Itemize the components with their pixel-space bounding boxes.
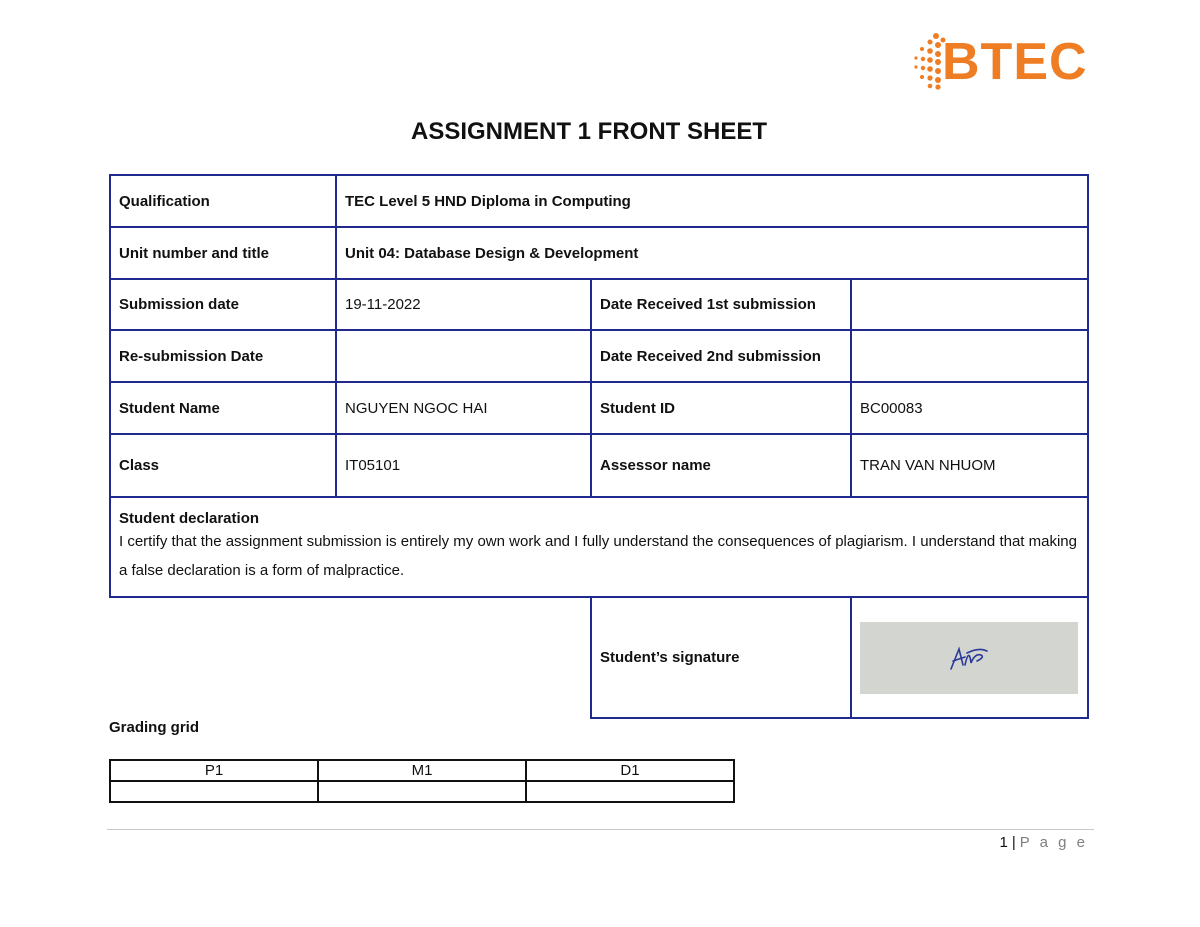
- declaration-cell: [110, 497, 1088, 597]
- page-label: P a g e: [1019, 834, 1088, 851]
- assessor-name-value: TRAN VAN NHUOM: [851, 434, 1088, 497]
- footer-divider: [107, 829, 1094, 830]
- grade-value-p1: [110, 781, 318, 802]
- grade-header-p1: P1: [110, 760, 318, 781]
- qualification-label: Qualification: [110, 175, 336, 227]
- unit-value: Unit 04: Database Design & Development: [336, 227, 1088, 279]
- class-value: IT05101: [336, 434, 591, 497]
- student-name-value: NGUYEN NGOC HAI: [336, 382, 591, 434]
- submission-date-label: Submission date: [110, 279, 336, 330]
- student-name-label: Student Name: [110, 382, 336, 434]
- date-received-1st-value: [851, 279, 1088, 330]
- row-submission: [110, 279, 1088, 330]
- grading-header-row: [110, 760, 734, 781]
- student-id-label: Student ID: [591, 382, 851, 434]
- row-resubmission: [110, 330, 1088, 382]
- declaration-title: Student declaration: [119, 509, 260, 527]
- page-title: ASSIGNMENT 1 FRONT SHEET: [410, 118, 768, 145]
- resubmission-date-label: Re-submission Date: [110, 330, 336, 382]
- date-received-2nd-label: Date Received 2nd submission: [591, 330, 851, 382]
- page-number: 1: [999, 834, 1008, 851]
- grading-value-row: [110, 781, 734, 802]
- submission-date-value: 19-11-2022: [336, 279, 591, 330]
- row-signature: [110, 597, 1088, 718]
- date-received-1st-label: Date Received 1st submission: [591, 279, 851, 330]
- footer-separator: |: [1011, 834, 1016, 851]
- signature-spacer: [110, 597, 591, 718]
- assessor-name-label: Assessor name: [591, 434, 851, 497]
- front-sheet-table: [109, 174, 1089, 719]
- grade-value-d1: [526, 781, 734, 802]
- class-label: Class: [110, 434, 336, 497]
- btec-logo: [908, 30, 1094, 92]
- page-footer: [999, 834, 1088, 851]
- student-id-value: BC00083: [851, 382, 1088, 434]
- declaration-text: I certify that the assignment submission is entirely my own work and I fully understand the consequences of plagiarism. I understand that making a false declaration is a form of malpractice.: [119, 532, 1077, 579]
- row-qualification: [110, 175, 1088, 227]
- logo-text: BTEC: [942, 33, 1088, 91]
- row-student: [110, 382, 1088, 434]
- signature-image: [860, 622, 1078, 694]
- row-declaration: [110, 497, 1088, 597]
- grade-header-d1: D1: [526, 760, 734, 781]
- signature-cell: [851, 597, 1088, 718]
- resubmission-date-value: [336, 330, 591, 382]
- row-unit: [110, 227, 1088, 279]
- grade-value-m1: [318, 781, 526, 802]
- unit-label: Unit number and title: [110, 227, 336, 279]
- qualification-value: TEC Level 5 HND Diploma in Computing: [336, 175, 1088, 227]
- grading-grid-title: Grading grid: [109, 719, 199, 736]
- signature-label: Student’s signature: [591, 597, 851, 718]
- row-class: [110, 434, 1088, 497]
- date-received-2nd-value: [851, 330, 1088, 382]
- signature-scribble-icon: [947, 643, 991, 673]
- grading-grid-table: [109, 759, 735, 803]
- grade-header-m1: M1: [318, 760, 526, 781]
